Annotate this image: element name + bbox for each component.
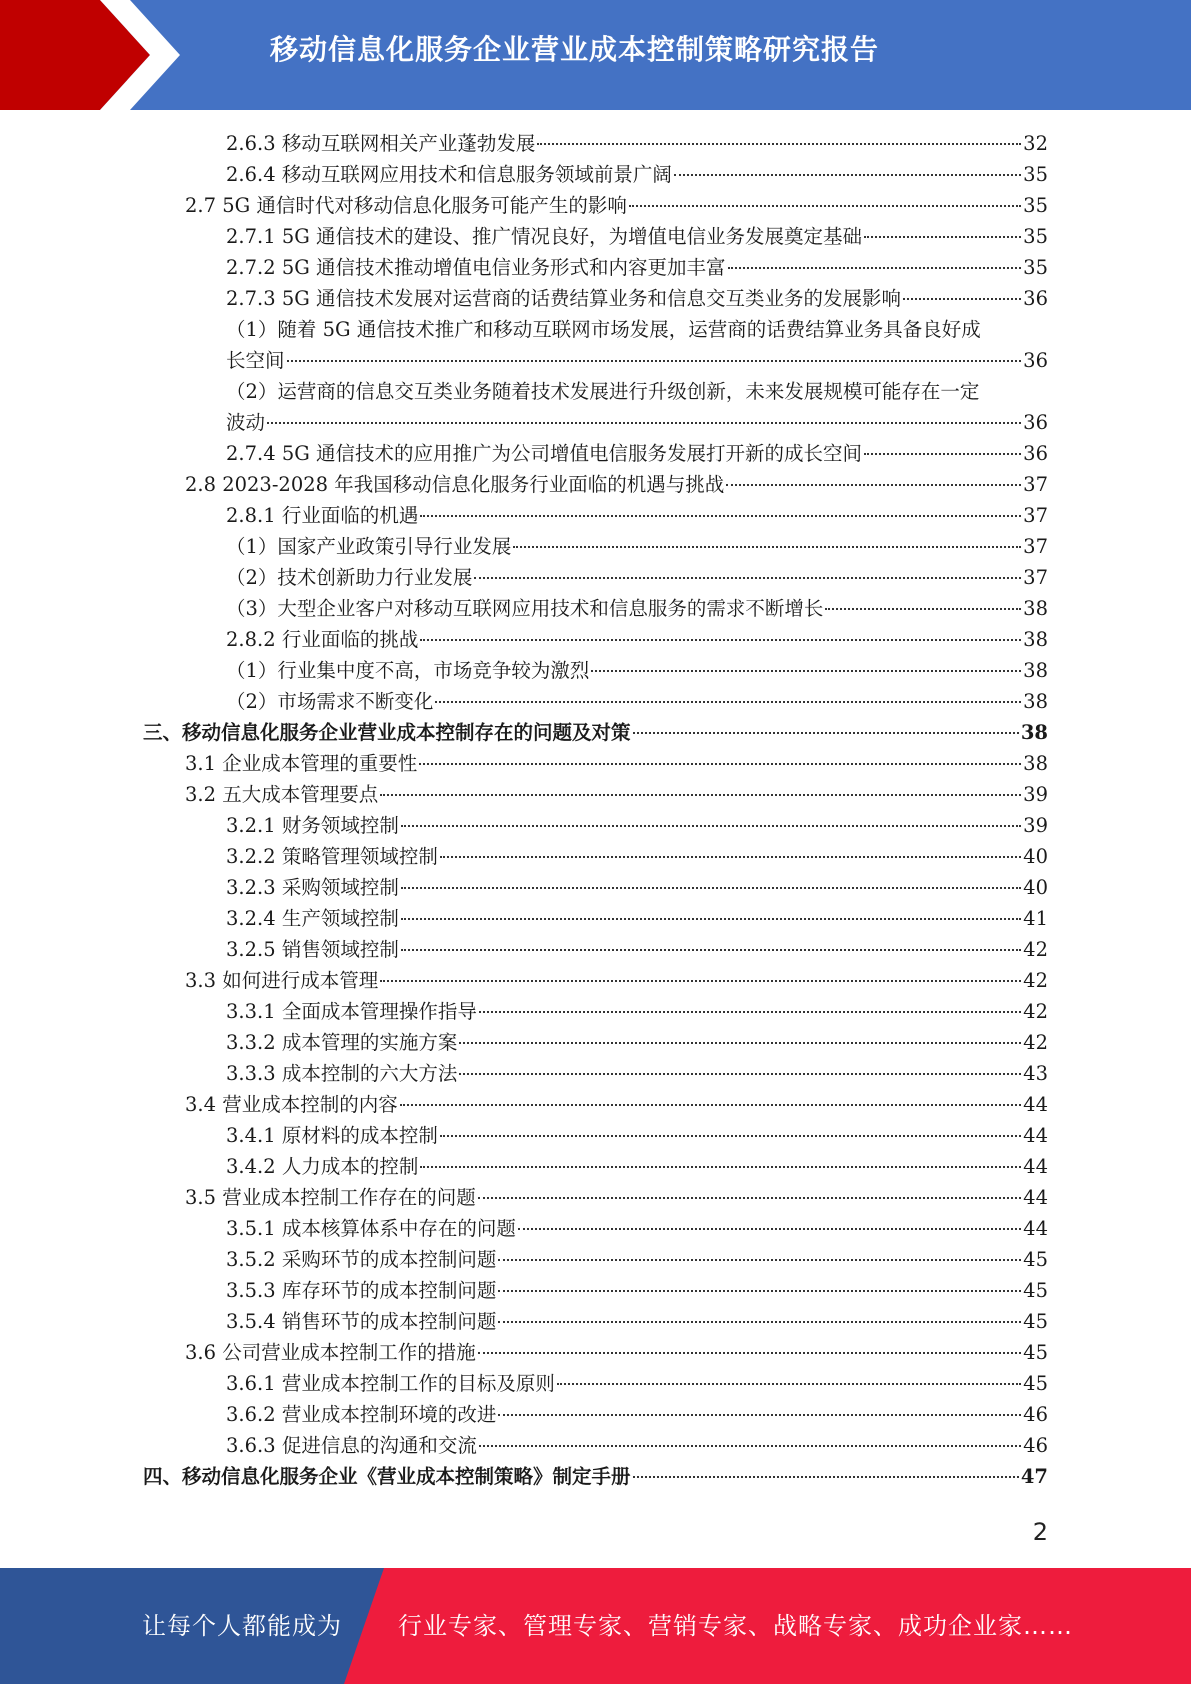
- toc-entry[interactable]: 2.6.3 移动互联网相关产业蓬勃发展 32: [226, 132, 1048, 155]
- toc-entry[interactable]: 2.7.1 5G 通信技术的建设、推广情况良好，为增值电信业务发展奠定基础 35: [226, 225, 1048, 248]
- toc-entry[interactable]: 3.2.4 生产领域控制 41: [226, 907, 1048, 930]
- toc-entry[interactable]: 3.5.4 销售环节的成本控制问题 45: [226, 1310, 1048, 1333]
- toc-entry[interactable]: 3.5.2 采购环节的成本控制问题 45: [226, 1248, 1048, 1271]
- toc-entry[interactable]: 2.7.3 5G 通信技术发展对运营商的话费结算业务和信息交互类业务的发展影响 36: [226, 287, 1048, 310]
- toc-entry[interactable]: 3.6.3 促进信息的沟通和交流 46: [226, 1434, 1048, 1457]
- toc-entry-text[interactable]: （2）运营商的信息交互类业务随着技术发展进行升级创新，未来发展规模可能存在一定: [226, 380, 980, 403]
- toc-entry[interactable]: 3.5.1 成本核算体系中存在的问题 44: [226, 1217, 1048, 1240]
- toc-entry[interactable]: 3.3.1 全面成本管理操作指导 42: [226, 1000, 1048, 1023]
- toc-entry[interactable]: （1）国家产业政策引导行业发展 37: [226, 535, 1048, 558]
- toc-entry[interactable]: （1）行业集中度不高，市场竞争较为激烈 38: [226, 659, 1048, 682]
- footer-slogan-left: 让每个人都能成为: [142, 1612, 342, 1640]
- toc-entry[interactable]: 3.2 五大成本管理要点 39: [185, 783, 1048, 806]
- toc-entry[interactable]: 波动 36: [226, 411, 1048, 434]
- toc-entry[interactable]: 3.3.2 成本管理的实施方案 42: [226, 1031, 1048, 1054]
- toc-entry[interactable]: 3.5.3 库存环节的成本控制问题 45: [226, 1279, 1048, 1302]
- footer-slogan-right: 行业专家、管理专家、营销专家、战略专家、成功企业家……: [398, 1612, 1073, 1640]
- page-footer: [0, 1568, 1191, 1684]
- toc-entry[interactable]: 2.7 5G 通信时代对移动信息化服务可能产生的影响 35: [185, 194, 1048, 217]
- toc-chapter-entry[interactable]: 四、移动信息化服务企业《营业成本控制策略》制定手册 47: [143, 1465, 1048, 1488]
- toc-entry[interactable]: 3.4.2 人力成本的控制 44: [226, 1155, 1048, 1178]
- toc-entry[interactable]: （2）技术创新助力行业发展 37: [226, 566, 1048, 589]
- toc-entry[interactable]: 3.2.1 财务领域控制 39: [226, 814, 1048, 837]
- toc-entry[interactable]: 3.6 公司营业成本控制工作的措施 45: [185, 1341, 1048, 1364]
- toc-entry[interactable]: 3.4.1 原材料的成本控制 44: [226, 1124, 1048, 1147]
- toc-entry[interactable]: 3.4 营业成本控制的内容 44: [185, 1093, 1048, 1116]
- toc-entry[interactable]: 2.7.2 5G 通信技术推动增值电信业务形式和内容更加丰富 35: [226, 256, 1048, 279]
- toc-entry[interactable]: 2.6.4 移动互联网应用技术和信息服务领域前景广阔 35: [226, 163, 1048, 186]
- toc-entry[interactable]: 长空间 36: [226, 349, 1048, 372]
- toc-entry[interactable]: 2.7.4 5G 通信技术的应用推广为公司增值电信服务发展打开新的成长空间 36: [226, 442, 1048, 465]
- toc-entry[interactable]: 3.1 企业成本管理的重要性 38: [185, 752, 1048, 775]
- toc-entry[interactable]: 3.3 如何进行成本管理 42: [185, 969, 1048, 992]
- toc-entry[interactable]: 3.2.2 策略管理领域控制 40: [226, 845, 1048, 868]
- toc-chapter-entry[interactable]: 三、移动信息化服务企业营业成本控制存在的问题及对策 38: [143, 721, 1048, 744]
- toc-entry[interactable]: （3）大型企业客户对移动互联网应用技术和信息服务的需求不断增长 38: [226, 597, 1048, 620]
- toc-entry[interactable]: 3.5 营业成本控制工作存在的问题 44: [185, 1186, 1048, 1209]
- page-header: [0, 0, 1191, 110]
- page-number: 2: [1032, 1518, 1048, 1546]
- toc-entry[interactable]: 2.8.1 行业面临的机遇 37: [226, 504, 1048, 527]
- toc-entry[interactable]: （2）市场需求不断变化 38: [226, 690, 1048, 713]
- toc-entry[interactable]: 2.8 2023-2028 年我国移动信息化服务行业面临的机遇与挑战 37: [185, 473, 1048, 496]
- toc-entry[interactable]: 3.2.3 采购领域控制 40: [226, 876, 1048, 899]
- report-title: 移动信息化服务企业营业成本控制策略研究报告: [270, 33, 880, 66]
- toc-entry[interactable]: 3.3.3 成本控制的六大方法 43: [226, 1062, 1048, 1085]
- toc-entry[interactable]: 3.6.1 营业成本控制工作的目标及原则 45: [226, 1372, 1048, 1395]
- toc-entry[interactable]: 3.6.2 营业成本控制环境的改进 46: [226, 1403, 1048, 1426]
- toc-entry[interactable]: 2.8.2 行业面临的挑战 38: [226, 628, 1048, 651]
- toc-entry[interactable]: 3.2.5 销售领域控制 42: [226, 938, 1048, 961]
- toc-entry-text[interactable]: （1）随着 5G 通信技术推广和移动互联网市场发展，运营商的话费结算业务具备良好成: [226, 318, 981, 341]
